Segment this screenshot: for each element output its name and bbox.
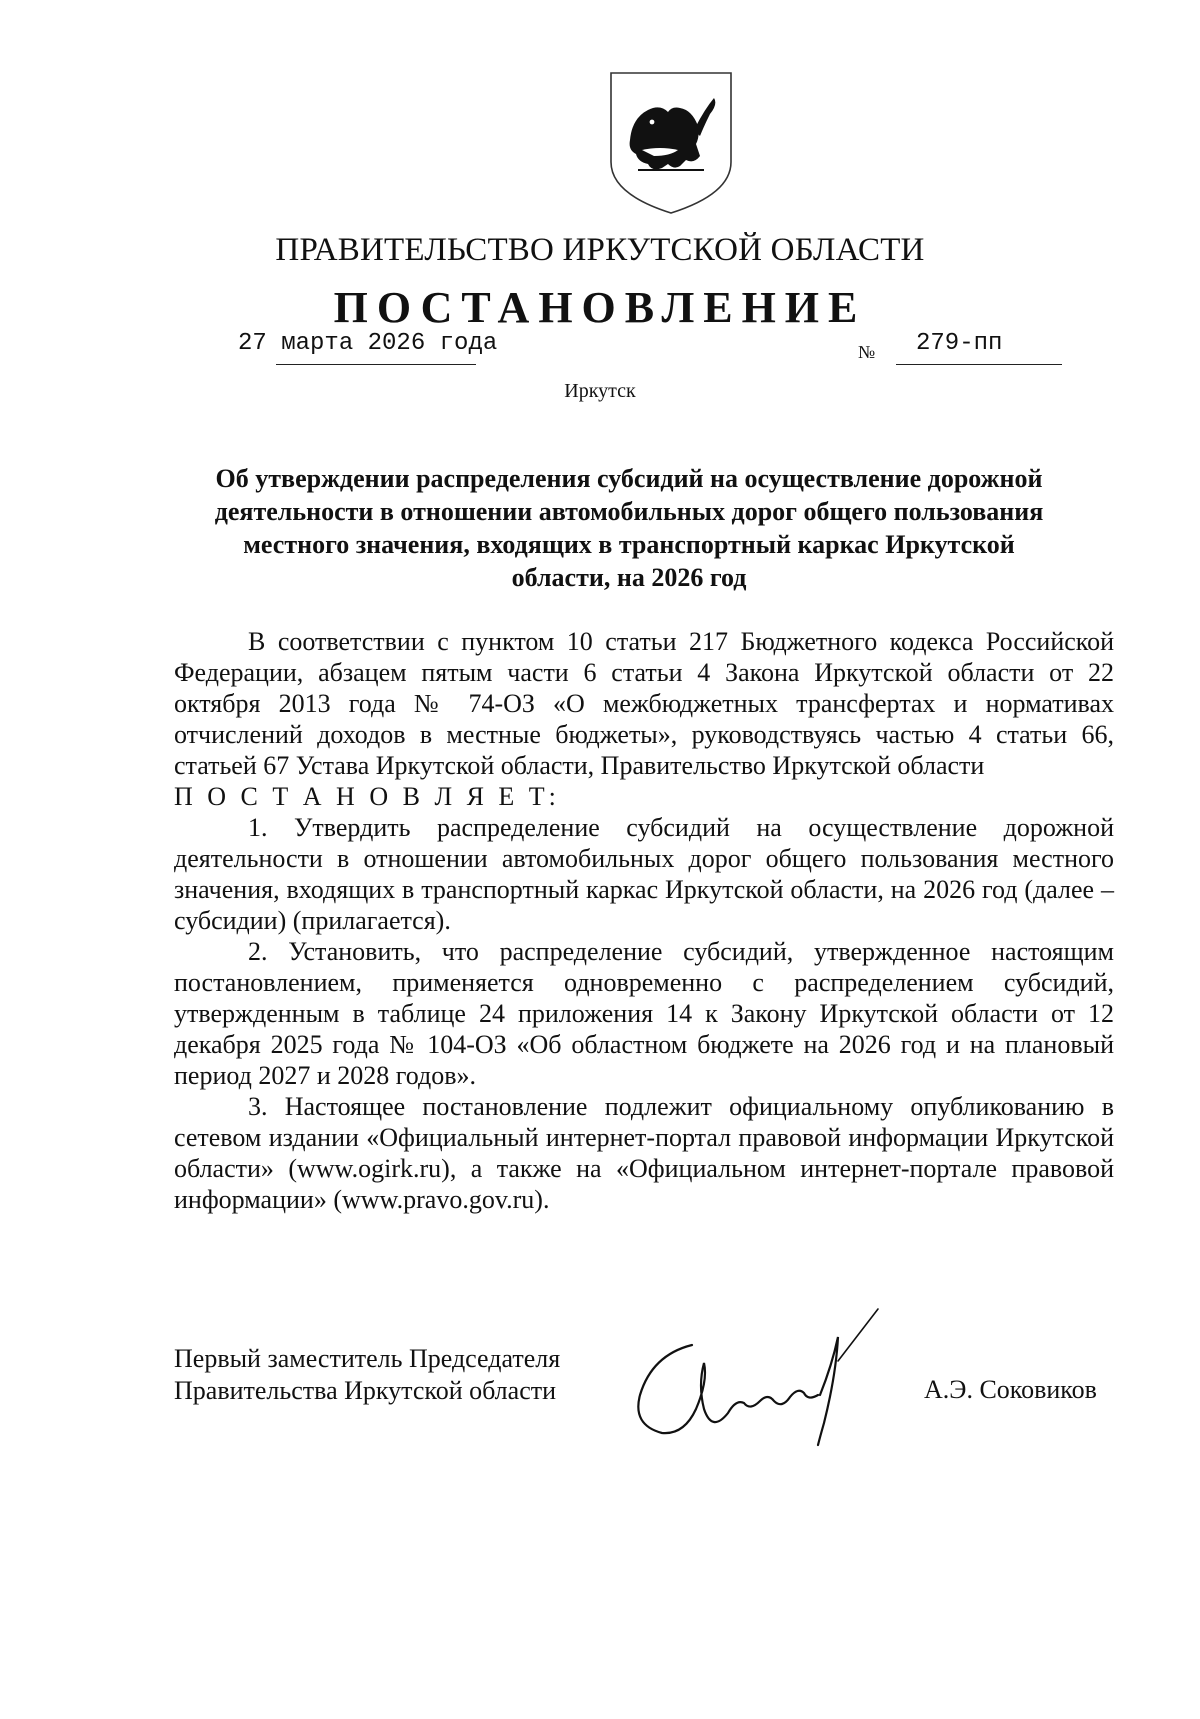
date-underline — [276, 364, 476, 365]
signer-position — [174, 1343, 560, 1407]
number-sign: № — [858, 342, 876, 362]
government-name: ПРАВИТЕЛЬСТВО ИРКУТСКОЙ ОБЛАСТИ — [275, 232, 925, 268]
document-number: 279-пп — [916, 330, 1003, 357]
signer-position-line: Первый заместитель Председателя — [174, 1344, 561, 1373]
city: Иркутск — [564, 380, 636, 402]
number-underline — [896, 364, 1062, 365]
title-line: деятельности в отношении автомобильных дорог общего пользования — [214, 497, 1044, 526]
preamble-paragraph: В соответствии с пунктом 10 статьи 217 Бюджетного кодекса Российской Федерации, абзацем пятым части 6 статьи 4 Закона Иркутской области от 22 октября 2013 года № 74-ОЗ «О межбюджетных трансфертах и нормативах отчислений доходов в местные бюджеты», руководствуясь частью 4 статьи 66, статьей 67 Устава Иркутской области, Правительство Иркутской области — [174, 627, 1114, 780]
document-date: 27 марта 2026 года — [238, 330, 498, 357]
item-paragraph-1: 1. Утвердить распределение субсидий на осуществление дорожной деятельности в отношении автомобильных дорог общего пользования местного значения, входящих в транспортный каркас Иркутской области, на 2026 год (далее – субсидии) (прилагается). — [174, 813, 1114, 935]
title-line: Об утверждении распределения субсидий на осуществление дорожной — [215, 464, 1043, 493]
signer-name: А.Э. Соковиков — [924, 1375, 1097, 1404]
irkutsk-coat-of-arms-icon — [608, 70, 734, 216]
decree-word: П О С Т А Н О В Л Я Е Т: — [174, 782, 560, 811]
document-title — [170, 462, 1088, 594]
title-line: области, на 2026 год — [511, 563, 747, 592]
item-paragraph-3: 3. Настоящее постановление подлежит официальному опубликованию в сетевом издании «Официальный интернет-портал правовой информации Иркутской области» (www.ogirk.ru), а также на «Официальном интернет-портале правовой информации» (www.pravo.gov.ru). — [174, 1092, 1114, 1214]
item-paragraph-2: 2. Установить, что распределение субсидий, утвержденное настоящим постановлением, применяется одновременно с распределением субсидий, утвержденным в таблице 24 приложения 14 к Закону Иркутской области от 12 декабря 2025 года № 104-ОЗ «Об областном бюджете на 2026 год и на плановый период 2027 и 2028 годов». — [174, 937, 1114, 1090]
signer-position-line: Правительства Иркутской области — [174, 1376, 557, 1405]
document-body — [174, 626, 1114, 1215]
title-line: местного значения, входящих в транспортный каркас Иркутской — [243, 530, 1015, 559]
handwritten-signature-icon — [632, 1305, 902, 1455]
document-type: ПОСТАНОВЛЕНИЕ — [333, 283, 867, 332]
